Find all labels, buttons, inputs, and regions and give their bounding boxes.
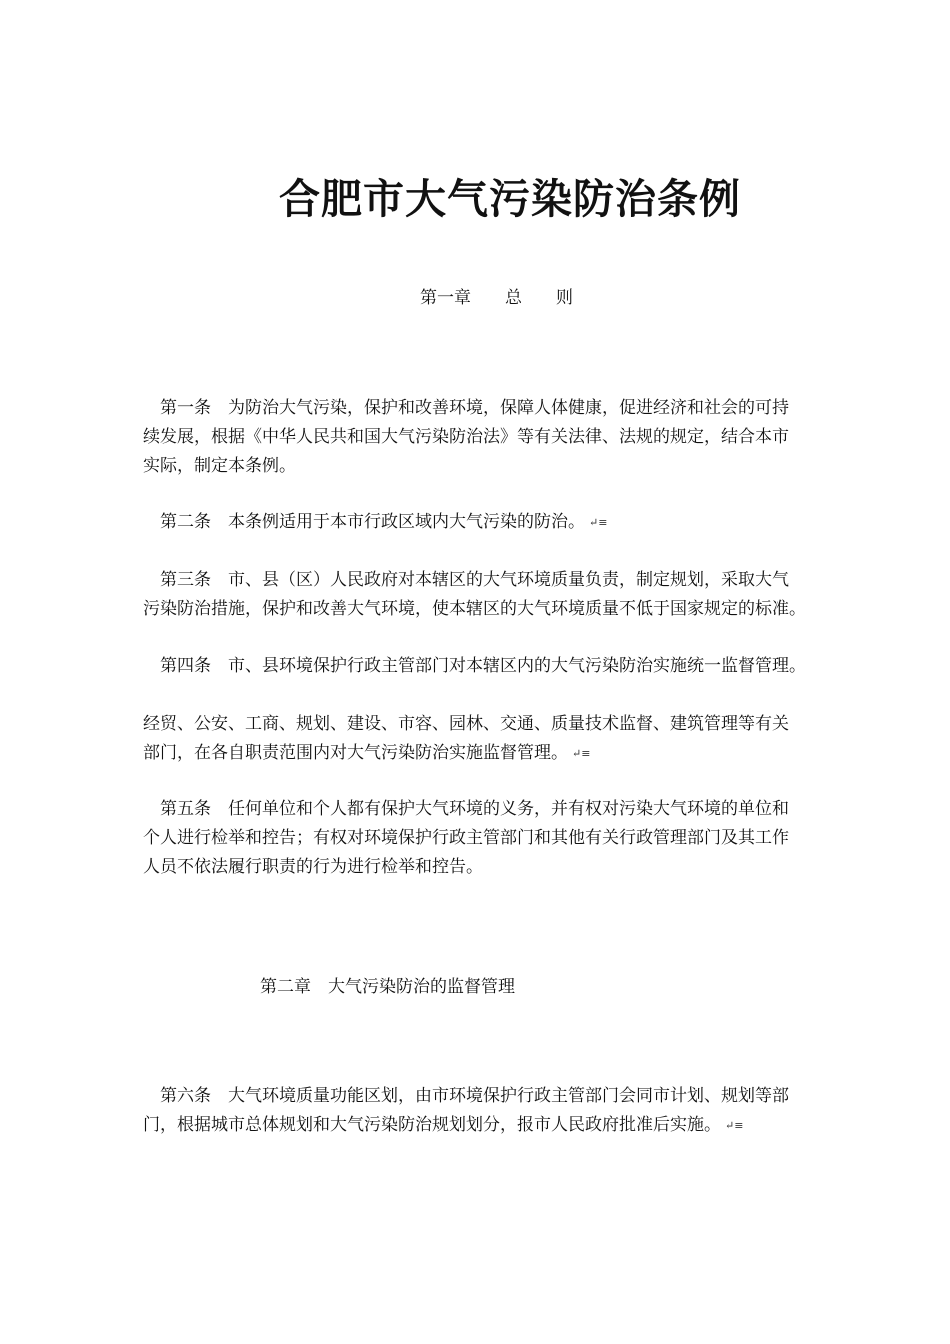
text-line: 续发展，根据《中华人民共和国大气污染防治法》等有关法律、法规的规定，结合本市 <box>143 427 789 447</box>
text-line: 第六条 大气环境质量功能区划，由市环境保护行政主管部门会同市计划、规划等部 <box>143 1086 789 1106</box>
text-line: 门，根据城市总体规划和大气污染防治规划划分，报市人民政府批准后实施。 ↵≡ <box>143 1115 744 1135</box>
chapter-heading-2: 第二章 大气污染防治的监督管理 <box>260 977 515 997</box>
document-title: 合肥市大气污染防治条例 <box>279 175 741 223</box>
article-5 <box>143 795 875 882</box>
paragraph-mark-icon: ↵≡ <box>725 1119 744 1132</box>
chapter-heading-1: 第一章 总 则 <box>420 288 573 308</box>
paragraph-mark-icon: ↵≡ <box>572 747 591 760</box>
text-line: 个人进行检举和控告；有权对环境保护行政主管部门和其他有关行政管理部门及其工作 <box>143 828 789 848</box>
text-line: 第四条 市、县环境保护行政主管部门对本辖区内的大气污染防治实施统一监督管理。 <box>143 656 806 676</box>
text-line: 部门，在各自职责范围内对大气污染防治实施监督管理。 ↵≡ <box>143 743 591 763</box>
text-line: 人员不依法履行职责的行为进行检举和控告。 <box>143 857 483 877</box>
paragraph-mark-icon: ↵≡ <box>589 516 608 529</box>
text-line: 污染防治措施，保护和改善大气环境，使本辖区的大气环境质量不低于国家规定的标准。 <box>143 599 806 619</box>
article-6 <box>143 1082 875 1140</box>
article-4-continued <box>143 710 875 768</box>
text-line: 第一条 为防治大气污染，保护和改善环境，保障人体健康，促进经济和社会的可持 <box>143 398 789 418</box>
article-1 <box>143 394 875 481</box>
article-4 <box>143 652 875 681</box>
article-3 <box>143 566 875 624</box>
text-line: 实际，制定本条例。 <box>143 456 296 476</box>
text-line: 第三条 市、县（区）人民政府对本辖区的大气环境质量负责，制定规划，采取大气 <box>143 570 789 590</box>
text-line: 第五条 任何单位和个人都有保护大气环境的义务，并有权对污染大气环境的单位和 <box>143 799 789 819</box>
article-2 <box>143 508 875 537</box>
text-line: 第二条 本条例适用于本市行政区域内大气污染的防治。 ↵≡ <box>143 512 608 532</box>
text-line: 经贸、公安、工商、规划、建设、市容、园林、交通、质量技术监督、建筑管理等有关 <box>143 714 789 734</box>
